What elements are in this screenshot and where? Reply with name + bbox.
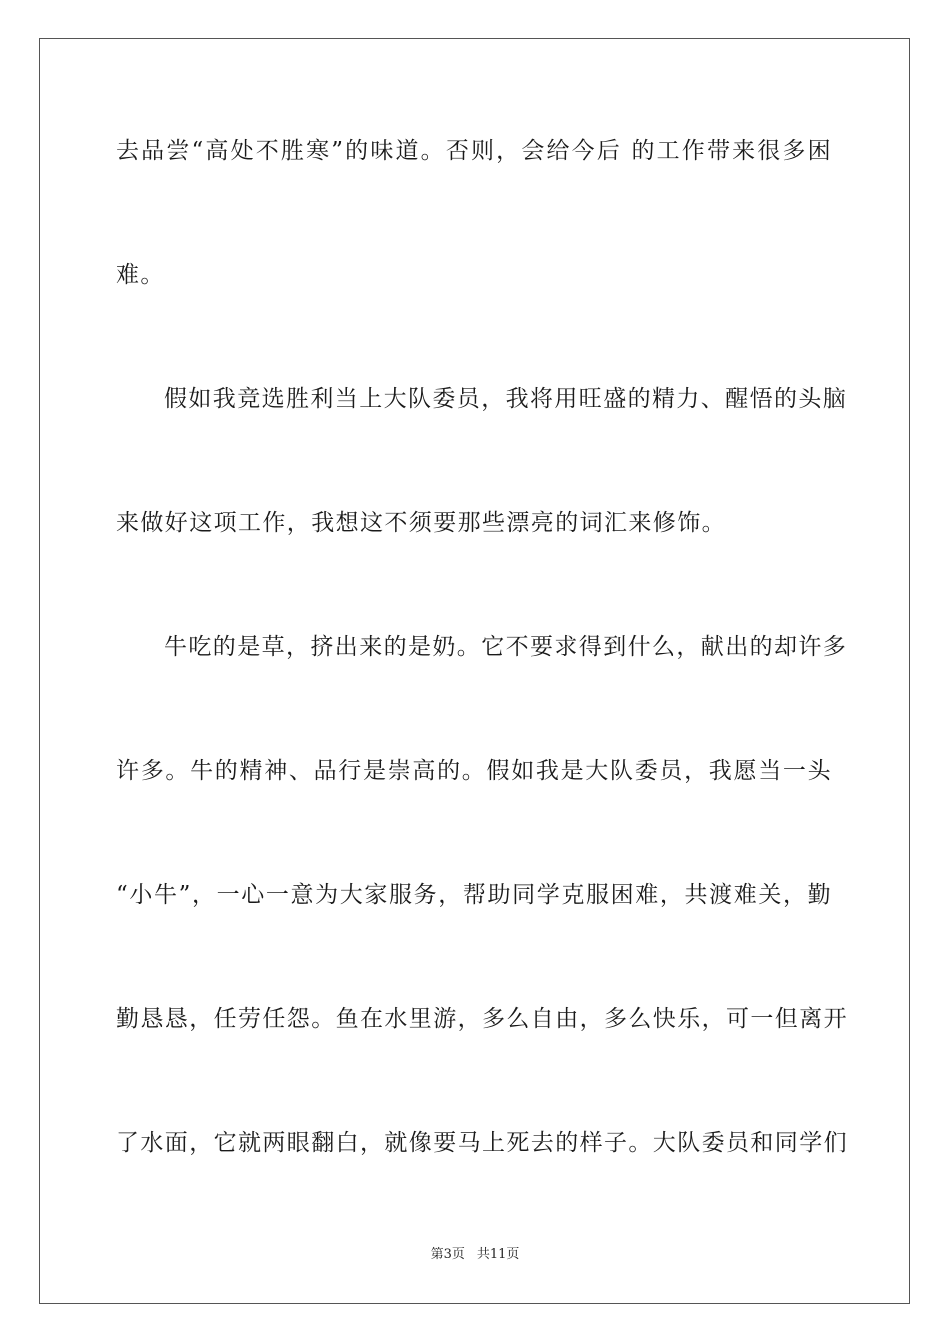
text-line: 来做好这项工作，我想这不须要那些漂亮的词汇来修饰。 bbox=[116, 510, 726, 536]
text-line: 许多。牛的精神、品行是崇高的。假如我是大队委员，我愿当一头 bbox=[116, 758, 832, 784]
text-line: 牛吃的是草，挤出来的是奶。它不要求得到什么，献出的却许多 bbox=[164, 634, 848, 660]
text-line: 了水面，它就两眼翻白，就像要马上死去的样子。大队委员和同学们 bbox=[116, 1130, 848, 1156]
text-line: 勤恳恳，任劳任怨。鱼在水里游，多么自由，多么快乐，可一但离开 bbox=[116, 1006, 848, 1032]
text-line: “小牛”，一心一意为大家服务，帮助同学克服困难，共渡难关，勤 bbox=[116, 882, 832, 908]
page-frame bbox=[39, 38, 910, 1304]
text-line: 去品尝“高处不胜寒”的味道。否则，会给今后 的工作带来很多困 bbox=[116, 138, 832, 164]
page-number: 第3页 bbox=[430, 1247, 465, 1262]
text-line: 难。 bbox=[116, 262, 165, 288]
page-footer bbox=[0, 1246, 950, 1264]
text-line: 假如我竞选胜利当上大队委员，我将用旺盛的精力、醒悟的头脑 bbox=[164, 386, 848, 412]
page-total: 共11页 bbox=[476, 1247, 520, 1262]
